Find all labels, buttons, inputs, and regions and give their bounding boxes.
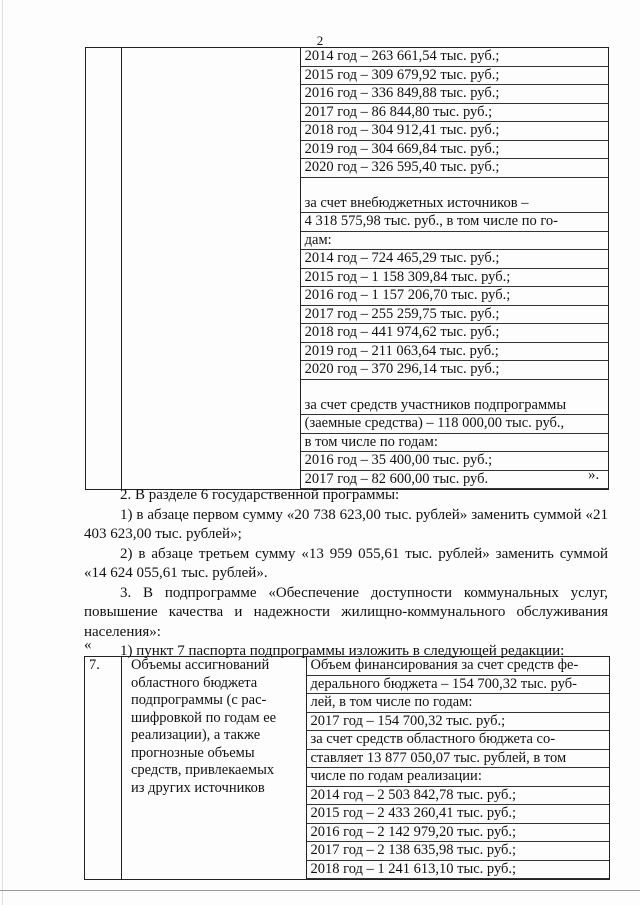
table2-label-line: подпрограммы (с рас- — [130, 692, 267, 708]
table2-label-line: прогнозные объемы — [130, 744, 255, 761]
table1-line: 4 318 575,98 тыс. руб., в том числе по го- — [301, 213, 608, 232]
table2-label-cell — [121, 657, 306, 880]
table1-line: 2016 год – 1 157 206,70 тыс. руб.; — [301, 287, 608, 306]
table1-label-cell — [122, 48, 300, 490]
paragraph: 1) в абзаце первом сумму «20 738 623,00 тыс. рублей» заменить суммой «21 403 623,00 тыс. рублей»; — [84, 506, 608, 542]
table2-line: 2018 год – 1 241 613,10 тыс. руб.; — [307, 861, 610, 880]
table2-label-line: реализации), а также — [130, 727, 261, 743]
table2-label-line: шифровкой по годам ее — [130, 709, 277, 726]
table1-line: 2014 год – 263 661,54 тыс. руб.; — [301, 48, 608, 67]
paragraph: 3. В подпрограмме «Обеспечение доступности коммунальных услуг, повышение качества и надежности жилищно-коммунального обслуживания населения»: — [84, 584, 608, 640]
table2-line: 2017 год – 2 138 635,98 тыс. руб.; — [307, 842, 610, 861]
table1-line: 2020 год – 326 595,40 тыс. руб.; — [301, 159, 608, 178]
table1-line: 2017 год – 82 600,00 тыс. руб. — [301, 471, 608, 490]
table1-line: за счет внебюджетных источников – — [301, 195, 608, 214]
table1-line: за счет средств участников подпрограммы — [301, 397, 608, 416]
table1-line: в том числе по годам: — [301, 434, 608, 453]
table2-label-line: Объемы ассигнований — [130, 657, 270, 673]
page-number: 2 — [316, 33, 324, 48]
table2-item-number: 7. — [85, 657, 122, 880]
table1-line: 2018 год – 441 974,62 тыс. руб.; — [301, 324, 608, 343]
table2-content-cell — [306, 657, 610, 880]
table1-line: 2017 год – 255 259,75 тыс. руб.; — [301, 306, 608, 325]
table1-line: 2017 год – 86 844,80 тыс. руб.; — [301, 104, 608, 123]
table1-number-cell — [86, 48, 122, 490]
table1-spacer — [301, 178, 608, 195]
funding-table-continued — [85, 47, 609, 490]
table2-line: 2014 год – 2 503 842,78 тыс. руб.; — [307, 787, 610, 806]
closing-quote: ». — [588, 467, 600, 483]
table2-line: лей, в том числе по годам: — [307, 694, 610, 713]
table2-line: дерального бюджета – 154 700,32 тыс. руб- — [307, 676, 610, 695]
table2-line: Объем финансирования за счет средств фе- — [307, 657, 610, 676]
table2-label-lines — [127, 657, 306, 797]
table1-line: 2015 год – 309 679,92 тыс. руб.; — [301, 67, 608, 86]
table1-content-cell — [300, 48, 608, 490]
table1-line: 2016 год – 336 849,88 тыс. руб.; — [301, 85, 608, 104]
table2-line: ставляет 13 877 050,07 тыс. рублей, в том — [307, 750, 610, 769]
table2-label-line: из других источников — [130, 779, 265, 796]
table2-lines — [307, 657, 610, 879]
table1-line: 2015 год – 1 158 309,84 тыс. руб.; — [301, 269, 608, 288]
table2-line: 2017 год – 154 700,32 тыс. руб.; — [307, 713, 610, 732]
table1-lines — [301, 48, 608, 489]
table2-line: 2015 год – 2 433 260,41 тыс. руб.; — [307, 805, 610, 824]
paragraph: 2. В разделе 6 государственной программы: — [120, 487, 400, 503]
scan-edge-bottom — [0, 890, 640, 891]
amendment-paragraphs — [84, 486, 608, 662]
paragraph: 1) пункт 7 паспорта подпрограммы изложить в следующей редакции: — [120, 643, 565, 659]
table1-line: 2016 год – 35 400,00 тыс. руб.; — [301, 452, 608, 471]
scan-edge-left — [2, 0, 3, 905]
table1-line: дам: — [301, 232, 608, 251]
subprogram-passport-table — [84, 656, 610, 880]
table1-line: 2020 год – 370 296,14 тыс. руб.; — [301, 361, 608, 380]
table1-line: 2014 год – 724 465,29 тыс. руб.; — [301, 250, 608, 269]
table2-line: за счет средств областного бюджета со- — [307, 731, 610, 750]
paragraph: 2) в абзаце третьем сумму «13 959 055,61 тыс. рублей» заменить суммой «14 624 055,61 тыс. рублей». — [84, 545, 608, 581]
table1-spacer — [301, 380, 608, 397]
table1-line: 2018 год – 304 912,41 тыс. руб.; — [301, 122, 608, 141]
table1-line: 2019 год – 211 063,64 тыс. руб.; — [301, 343, 608, 362]
table2-line: числе по годам реализации: — [307, 768, 610, 787]
table2-line: 2016 год – 2 142 979,20 тыс. руб.; — [307, 824, 610, 843]
table2-label-line: областного бюджета — [130, 674, 258, 691]
table1-line: 2019 год – 304 669,84 тыс. руб.; — [301, 141, 608, 160]
table2-label-line: средств, привлекаемых — [130, 762, 275, 778]
opening-quote: « — [84, 637, 92, 653]
table1-line: (заемные средства) – 118 000,00 тыс. руб., — [301, 415, 608, 434]
